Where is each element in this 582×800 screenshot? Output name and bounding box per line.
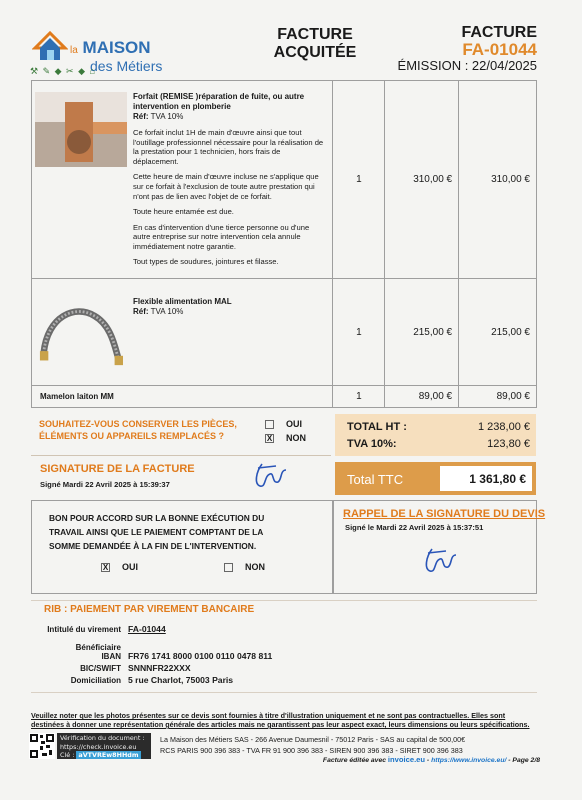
company-line2: RCS PARIS 900 396 383 - TVA FR 91 900 396 383 - SIREN 900 396 383 - SIRET 900 396 383 [160,746,463,755]
doc-title-line2: ACQUITÉE [273,44,357,61]
line-total: 89,00 € [459,386,537,408]
ttc-value: 1 361,80 € [440,466,532,491]
company-line1: La Maison des Métiers SAS - 266 Avenue Daumesnil - 75012 Paris - SAS au capital de 500,00€ [160,735,466,744]
quote-signature-title: RAPPEL DE LA SIGNATURE DU DEVIS [343,508,546,520]
line-qty: 1 [333,279,385,386]
table-row [32,81,537,279]
rib-beneficiary-label: Bénéficiaire [75,643,121,652]
line-description [32,81,333,279]
acceptance-text: BON POUR ACCORD SUR LA BONNE EXÉCUTION DU TRAVAIL AINSI QUE LE PAIEMENT COMPTANT DE LA SOMME DEMANDÉE À LA FIN DE L'INTERVENTION. [49,513,265,551]
line-paragraph: Ce forfait inclut 1H de main d'œuvre ainsi que tout l'outillage professionnel nécessaire pour la réalisation de la prestation pour 1 technicien, hors frais de déplacement. [133,127,324,166]
verif-code: aVTVREw8HHdm [78,751,139,759]
rib-wording-value: FA-01044 [128,624,166,634]
acceptance-yes-option[interactable] [101,562,138,572]
line-paragraph: En cas d'intervention d'une tierce personne ou d'une autre entreprise sur notre intervention cela annule immédiatement notre garantie. [133,222,310,251]
invoice-label: FACTURE [461,24,537,41]
tva-value: 123,80 € [487,438,530,450]
logo-maison: MAISON [82,38,151,57]
ref-label: Réf: [133,307,149,316]
line-unit-price: 310,00 € [385,81,459,279]
line-qty: 1 [333,386,385,408]
page-number: - Page 2/8 [508,757,540,764]
conserve-question: SOUHAITEZ-VOUS CONSERVER LES PIÈCES, ÉLÉMENTS OU APPAREILS REMPLACÉS ? [39,419,237,441]
document-title [262,26,368,62]
conserve-yes-option[interactable] [265,419,302,429]
rib-iban-value: FR76 1741 8000 0100 0110 0478 811 [128,651,273,661]
invoice-signature-title: SIGNATURE DE LA FACTURE [40,463,195,475]
line-unit-price: 89,00 € [385,386,459,408]
verif-key-label: Clé : [60,751,75,759]
checkbox[interactable] [224,563,233,572]
line-total: 215,00 € [459,279,537,386]
rib-domiciliation-value: 5 rue Charlot, 75003 Paris [128,675,234,685]
issue-date: ÉMISSION : 22/04/2025 [397,58,537,73]
conserve-no-option[interactable] [265,433,306,443]
logo-metiers: des Métiers [90,58,163,74]
house-logo-icon [32,28,68,64]
tva-label: TVA 10%: [347,438,397,450]
doc-title-line1: FACTURE [277,26,353,43]
quote-signature [420,543,462,577]
invoice-number: FA-01044 [462,40,537,59]
line-paragraph: Tout types de soudures, jointures et filasse. [133,257,279,267]
tools-icon: ⚒ ✎ ◆ ✂ ◆ ⌂ [30,66,96,76]
logo-name [70,38,151,58]
option-label: OUI [122,562,139,572]
checkbox-checked[interactable]: X [266,434,273,444]
table-row [32,279,537,386]
totals-box [335,414,536,456]
total-ttc-box [335,462,536,495]
invoice-brand-logo: invoice.eu [387,755,426,764]
rib-iban-label: IBAN [101,652,121,661]
line-ref [133,307,326,317]
ref-value: TVA 10% [150,307,184,316]
ttc-label: Total TTC [347,472,404,487]
verif-url[interactable]: https://check.invoice.eu [60,742,137,751]
invoice-signature-date: Signé Mardi 22 Avril 2025 à 15:39:37 [40,480,170,489]
ref-value: TVA 10% [150,111,184,121]
company-logo [30,26,170,82]
acceptance-no-option[interactable] [224,562,265,572]
invoice-lines-table [31,80,537,408]
edited-prefix: Facture éditée avec [322,757,387,764]
rib-bic-label: BIC/SWIFT [80,664,121,673]
verif-key-row [60,751,148,760]
invoice-site-link[interactable]: https://www.invoice.eu/ [431,757,507,764]
total-ht-label: TOTAL HT : [347,421,407,433]
option-label: NON [286,433,306,443]
line-total: 310,00 € [459,81,537,279]
photos-disclaimer: Veuillez noter que les photos présentes sur ce devis sont fournies à titre d'illustration uniquement et ne sont pas contractuelles. Elles sont destinées à donner une représentation générale des articles mais ne garantissent pas leur aspect exact, leurs dimensions ou leurs spécifications. [31,711,530,729]
invoice-signature [250,458,292,492]
edited-with: Facture éditée avec invoice.eu - https://www.invoice.eu/ - Page 2/8 [322,755,540,764]
table-row [32,386,537,408]
company-info [160,734,540,756]
line-title: Flexible alimentation MAL [133,297,232,306]
line-paragraph: Cette heure de main d'œuvre incluse ne s'applique que sur ce forfait à l'exclusion de toute autre prestation qui n'ont pas de lien avec l'objet de ce forfait. [133,172,319,201]
plumbing-photo [35,92,127,167]
total-ht-value: 1 238,00 € [478,421,530,433]
line-description [32,386,333,408]
hose-photo [35,297,127,367]
line-qty: 1 [333,81,385,279]
line-title: Mamelon laiton MM [40,391,114,401]
option-label: OUI [286,419,303,429]
line-title: Forfait (REMISE )réparation de fuite, ou autre intervention en plomberie [133,91,305,111]
quote-signature-date: Signé le Mardi 22 Avril 2025 à 15:37:51 [345,523,484,532]
line-paragraph: Toute heure entamée est due. [133,207,234,217]
verification-badge[interactable] [57,733,151,759]
checkbox[interactable] [265,420,274,429]
qr-code-icon[interactable] [29,733,55,759]
option-label: NON [245,562,265,572]
ref-label: Réf: [133,111,149,121]
line-unit-price: 215,00 € [385,279,459,386]
logo-la: la [70,45,78,56]
rib-bic-value: SNNNFR22XXX [128,663,191,673]
rib-wording-label: Intitulé du virement [47,625,121,634]
rib-title: RIB : PAIEMENT PAR VIREMENT BANCAIRE [44,604,255,615]
checkbox-checked[interactable]: X [102,563,109,573]
line-description [32,279,333,386]
line-ref [133,112,326,122]
rib-domiciliation-label: Domiciliation [70,676,121,685]
verif-title: Vérification du document : [60,734,145,742]
